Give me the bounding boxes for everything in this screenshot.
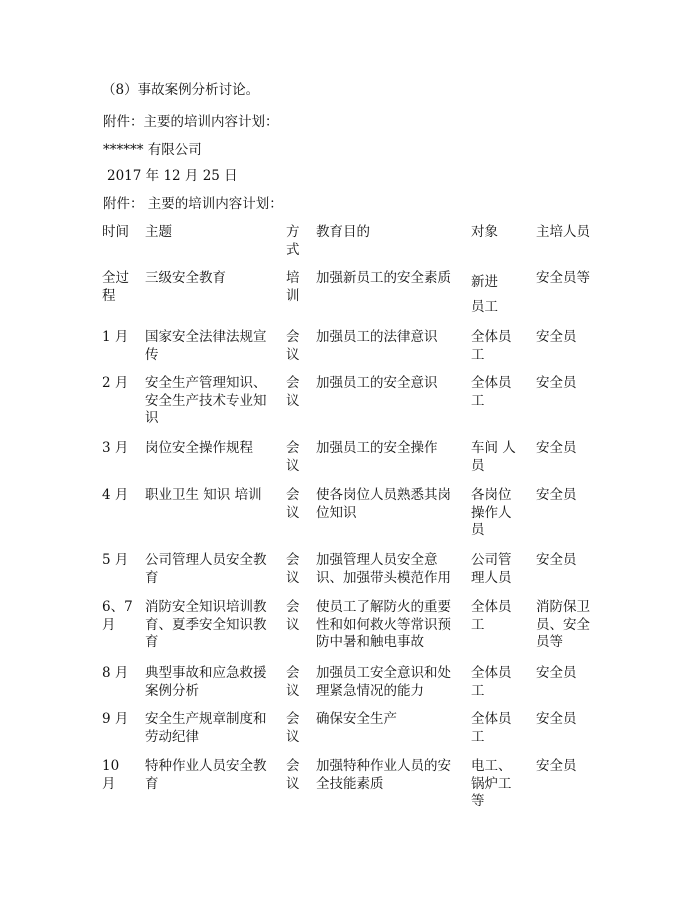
row-5-staff: 安全员 — [536, 552, 577, 568]
row-8-mode: 会议 — [286, 711, 300, 745]
row-9-object: 电工、锅炉工等 — [471, 758, 512, 809]
row-4-theme: 职业卫生 知识 培训 — [145, 487, 262, 503]
row-3-object: 车间 人员 — [471, 440, 516, 474]
row-6-time: 6、7 月 — [102, 599, 133, 633]
row-2-goal: 加强员工的安全意识 — [316, 375, 438, 391]
row-4-staff: 安全员 — [536, 487, 577, 503]
row-2-mode: 会议 — [286, 375, 300, 409]
row-6-mode: 会议 — [286, 599, 300, 633]
row-7-theme: 典型事故和应急救援案例分析 — [145, 665, 267, 699]
row-2-theme: 安全生产管理知识、安全生产技术专业知识 — [145, 375, 267, 426]
row-9-staff: 安全员 — [536, 758, 577, 774]
row-4-object: 各岗位操作人员 — [471, 487, 512, 538]
header-goal: 教育目的 — [316, 224, 370, 240]
row-9-mode: 会议 — [286, 758, 300, 792]
header-mode: 方式 — [286, 224, 300, 258]
row-9-goal: 加强特种作业人员的安全技能素质 — [316, 758, 451, 792]
header-staff: 主培人员 — [536, 224, 590, 240]
row-4-goal: 使各岗位人员熟悉其岗位知识 — [316, 487, 451, 521]
row-3-staff: 安全员 — [536, 440, 577, 456]
row-8-goal: 确保安全生产 — [316, 711, 397, 727]
item-8-line: （8）事故案例分析讨论。 — [102, 82, 260, 98]
row-1-theme: 国家安全法律法规宣传 — [145, 329, 267, 363]
row-1-mode: 会议 — [286, 329, 300, 363]
row-9-theme: 特种作业人员安全教育 — [145, 758, 267, 792]
document-date: 2017 年 12 月 25 日 — [107, 168, 238, 184]
row-3-goal: 加强员工的安全操作 — [316, 440, 438, 456]
row-0-object: 新进员工 — [471, 274, 498, 315]
row-0-theme: 三级安全教育 — [145, 270, 226, 286]
row-7-mode: 会议 — [286, 665, 300, 699]
row-0-staff: 安全员等 — [536, 270, 590, 286]
row-5-mode: 会议 — [286, 552, 300, 586]
row-3-mode: 会议 — [286, 440, 300, 474]
row-2-time: 2 月 — [102, 375, 129, 391]
row-1-staff: 安全员 — [536, 329, 577, 345]
row-6-staff: 消防保卫员、安全员等 — [536, 599, 590, 650]
attachment-line-1: 附件：主要的培训内容计划： — [103, 114, 279, 130]
row-6-theme: 消防安全知识培训教育、夏季安全知识教育 — [145, 599, 267, 650]
header-theme: 主题 — [145, 224, 172, 240]
row-4-mode: 会议 — [286, 487, 300, 521]
row-3-theme: 岗位安全操作规程 — [145, 440, 253, 456]
row-5-object: 公司管理人员 — [471, 552, 512, 586]
row-7-staff: 安全员 — [536, 665, 577, 681]
header-object: 对象 — [471, 224, 498, 240]
company-name: ****** 有限公司 — [103, 142, 202, 158]
row-4-time: 4 月 — [102, 487, 129, 503]
attachment-line-2: 附件： 主要的培训内容计划： — [103, 196, 283, 212]
row-6-goal: 使员工了解防火的重要性和如何救火等常识预防中暑和触电事故 — [316, 599, 451, 650]
header-time: 时间 — [102, 224, 129, 240]
row-3-time: 3 月 — [102, 440, 129, 456]
row-0-time: 全过程 — [102, 270, 129, 304]
row-8-staff: 安全员 — [536, 711, 577, 727]
row-7-goal: 加强员工安全意识和处理紧急情况的能力 — [316, 665, 451, 699]
row-5-theme: 公司管理人员安全教育 — [145, 552, 267, 586]
row-8-time: 9 月 — [102, 711, 129, 727]
row-1-object: 全体员工 — [471, 329, 512, 363]
row-2-object: 全体员工 — [471, 375, 512, 409]
row-0-goal: 加强新员工的安全素质 — [316, 270, 451, 286]
row-5-time: 5 月 — [102, 552, 129, 568]
row-1-goal: 加强员工的法律意识 — [316, 329, 438, 345]
row-1-time: 1 月 — [102, 329, 129, 345]
row-2-staff: 安全员 — [536, 375, 577, 391]
row-0-mode: 培训 — [286, 270, 300, 304]
row-5-goal: 加强管理人员安全意识、加强带头模范作用 — [316, 552, 451, 586]
row-6-object: 全体员工 — [471, 599, 512, 633]
row-7-time: 8 月 — [102, 665, 129, 681]
row-8-theme: 安全生产规章制度和劳动纪律 — [145, 711, 267, 745]
row-7-object: 全体员工 — [471, 665, 512, 699]
row-8-object: 全体员工 — [471, 711, 512, 745]
row-9-time: 10 月 — [102, 758, 120, 792]
